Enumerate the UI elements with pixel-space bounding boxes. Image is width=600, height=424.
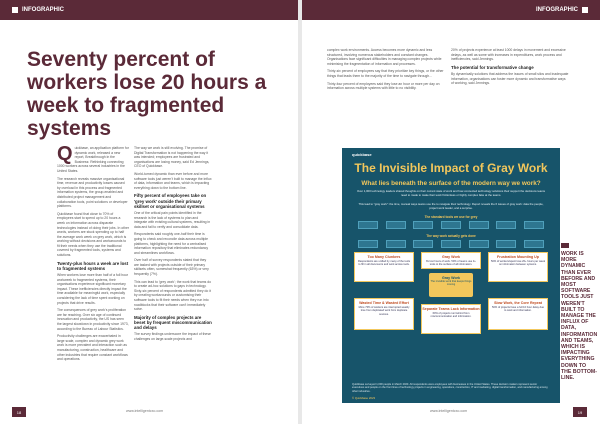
infographic-footnote: Quickbase surveyed 1,000 people in March 2023. All respondents were employees with businesses in the United States. These decision makers represent senior executives and people on the front lines of technology projects in engineering, operations, construction, IT and marketing, digital transformation, and manufacturing among other industries. (352, 383, 548, 393)
paragraph: World-turned dynamic than ever before and more software tools just weren't built to manage the influx of data, information and teams, which is impacting everything down to the bottom line. (134, 171, 212, 190)
article-headline: Seventy percent of workers lose 20 hours a week to fragmented systems (27, 48, 267, 140)
paragraph: The consequences of grey work's proliferation are far reaching. Over six age of continued innovation and productivity, the US has seen the largest slowdown in productivity since 1973, according to the Bureau of Labour Statistics. (57, 308, 129, 331)
drop-cap: Q (57, 143, 73, 165)
work-icon (441, 240, 461, 248)
paragraph: Quickbase found that close to 70% of employees start to spend up to 20 hours a week on information across disparate technologies instead of doing their jobs. In other words, workers are stuck spending up to half the average work week on grey work, which is working without decisions and workarounds to fit their needs when they use the traditional covered by fragmented tools, systems and solutions. (57, 211, 130, 258)
info-card: Wasted Time & Wasted Effort More 70% of workers are interrupted weekly time from duplicated work from duplicate sources. (354, 298, 414, 330)
page-number-right: 19 (573, 407, 587, 417)
paragraph: Thirty-four percent of employees said they lose an hour or more per day on information across multiple systems with little to no visibility. (327, 81, 440, 91)
subheading: Majority of complex projects are beset by frequent miscommunication and delays (134, 314, 212, 331)
subheading: The potential for transformative change (451, 64, 534, 70)
paragraph: Respondents said roughly one-half their time is going to check and reconcile data across multiple platforms, highlighting the need for a centralised information repository that eliminates redundancy and streamlines workflows. (134, 232, 209, 255)
article-column-3 (327, 48, 445, 94)
tool-icon (469, 221, 489, 229)
work-icon (413, 240, 433, 248)
quote-mark-icon (561, 243, 569, 248)
article-column-1 (57, 143, 130, 365)
paragraph: By dynamically solutions that address the issues of small silos and inadequate information, organisations can foster more dynamic and transformative ways of working, said Jennings. (451, 71, 569, 86)
pull-quote-text: WORK IS MORE DYNAMIC THAN EVER BEFORE AND MOST SOFTWARE TOOLS JUST WEREN'T BUILT TO MANAGE THE INFLUX OF DATA, INFORMATION AND TEAMS, WHICH IS IMPACTING EVERYTHING DOWN TO THE BOTTOM-LINE. (561, 251, 598, 382)
work-icon (496, 240, 516, 248)
info-card: Gray Work 8x lost hours of work. 50% of teams use 3+ tools to the surface of all information. (421, 252, 481, 269)
page-number-left: 18 (12, 407, 26, 417)
subheading: Twenty-plus hours a week are lost to fragmented systems (57, 260, 129, 271)
infographic-subtitle: What lies beneath the surface of the modern way we work? (361, 180, 541, 187)
work-label: The way work actually gets done (426, 234, 476, 238)
intro-paragraph: Quickbase, an application platform for dynamic work, released a new report, Breakthrough in the Business: Rethinking connecting 1000 workers across several industries in the United States. (57, 143, 129, 173)
article-column-4 (451, 48, 569, 89)
paragraph: Productivity challenges are exacerbated in large scale, complex and dynamic grey work work is more prevalent and interaction such as manufacturing, construction, healthcare and other industries that require constant workflows and operations. (57, 334, 128, 362)
square-icon (12, 7, 18, 13)
page-spine (298, 0, 302, 424)
tool-icon (524, 221, 544, 229)
paragraph: complex work environments. Access becomes more dynamic and less structured, involving numerous stakeholders and constant changes. Organisations face significant difficulties in managing complex projects while minimising the fragmentation of information and processes. (327, 48, 442, 66)
paragraph: The research reveals massive organisational time, revenue and productivity losses caused by overload in this process and fragmented information systems, the group-enabled and distributed project management and collaboration tools, point solutions or developer platforms. (57, 176, 128, 209)
pull-quote (561, 243, 598, 382)
paragraph: Over half of survey respondents stated that they are tasked with projects outside of their primary skillsets often, somewhat frequently (63%) or very frequently (7%). (134, 258, 209, 277)
quickbase-logo: quickbase (352, 152, 372, 157)
infographic-copyright: © Quickbase 2023 (352, 396, 376, 400)
info-card: Separate Teams Lack Information 60% of projects run behind from miscommunication and information. (421, 304, 481, 334)
work-icons-row (358, 240, 544, 248)
tool-icon (413, 221, 433, 229)
work-icon (386, 240, 406, 248)
section-label-left: INFOGRAPHIC (22, 7, 64, 13)
paragraph: When workers lose more than half of a full hour workweek to fragmented systems, their organisations experience significant monetary impact. These inefficiencies directly impact the time available for meaningful work, especially considering the lack of time spent working on projects that drive results. (57, 273, 129, 305)
tools-label: The standard tools we use for grey (424, 215, 478, 219)
subheading: Fifty percent of employees take on 'grey work' outside their primary skillset or organisational systems (134, 193, 207, 209)
infographic-title: The Invisible Impact of Gray Work (354, 161, 548, 175)
paragraph: 20% of projects experience at least 1000 delays in movement and excessive delays, as well as some with increases in expenditures, work process and inefficiencies, said Jennings. (451, 48, 566, 62)
info-card: Frustration Mounting Up 50% of workers/spent lose 20+ hours per week on information between systems. (488, 252, 548, 282)
footer-url-left: www.intelligentcxo.com (126, 409, 164, 413)
square-icon (582, 7, 588, 13)
work-icon (524, 240, 544, 248)
infographic-intro: Over 1,000 technology leaders shared thoughts on their current state of work and how connected technology solutions their support the decisions teams need to made to make their work frictionless or highly complex fake at the teams. (356, 189, 546, 197)
header-bar-left (0, 0, 298, 20)
gray-work-hub: Gray Work The invisible work that keeps things moving (429, 273, 473, 297)
info-card: Too Many Clunkers Respondents are unified by many of the tools to fill in all documents and work across tools. (354, 252, 414, 282)
infographic-panel (342, 148, 560, 403)
work-icon (469, 240, 489, 248)
paragraph: One of the critical pain points identified in the research is the lack of systems to plan and integrate with existing cultural systems, resulting in data and fail to verify and consolidate data. (134, 210, 211, 229)
paragraph: This can lead to 'grey work'; the work that teams do to create ad-hoc solutions to gaps in technology. Sixty-six percent of respondents admitted they do it by creating workarounds or customising their software tools to fit their needs when they run into roadblocks that their software can't immediately solve. (134, 279, 212, 312)
paragraph: The way we work is still evolving. The promise of Digital Transformation is not happening the way it was intended; employees are frustrated and organisations are losing money, said Ed Jennings, CEO of Quickbase. (134, 146, 210, 169)
article-column-2 (134, 146, 212, 345)
infographic-intro-2: This lead to "gray work": the time, manual ways teams use the to navigate their technology. Report reveals the 6 issues of gray work: data the people, project work leader, and a surprise. (358, 202, 544, 210)
work-icon (358, 240, 378, 248)
section-label-right: INFOGRAPHIC (536, 7, 578, 13)
tool-icons-row (358, 221, 544, 229)
tool-icon (386, 221, 406, 229)
footer-url-right: www.intelligentcxo.com (430, 409, 468, 413)
tool-icon (441, 221, 461, 229)
paragraph: Thirty-six percent of employees say that they prioritize key things, or the other things that leads them to the majority of the time to navigate through... (327, 69, 444, 78)
tool-icon (358, 221, 378, 229)
paragraph: The survey findings underscore the impact of these challenges on large-scale projects and (134, 332, 211, 342)
header-bar-right (302, 0, 600, 20)
info-card: Slow Work, the Core Repeat 50% of projects have a full 10 hour delay due to work and information. (488, 298, 548, 330)
tool-icon (496, 221, 516, 229)
